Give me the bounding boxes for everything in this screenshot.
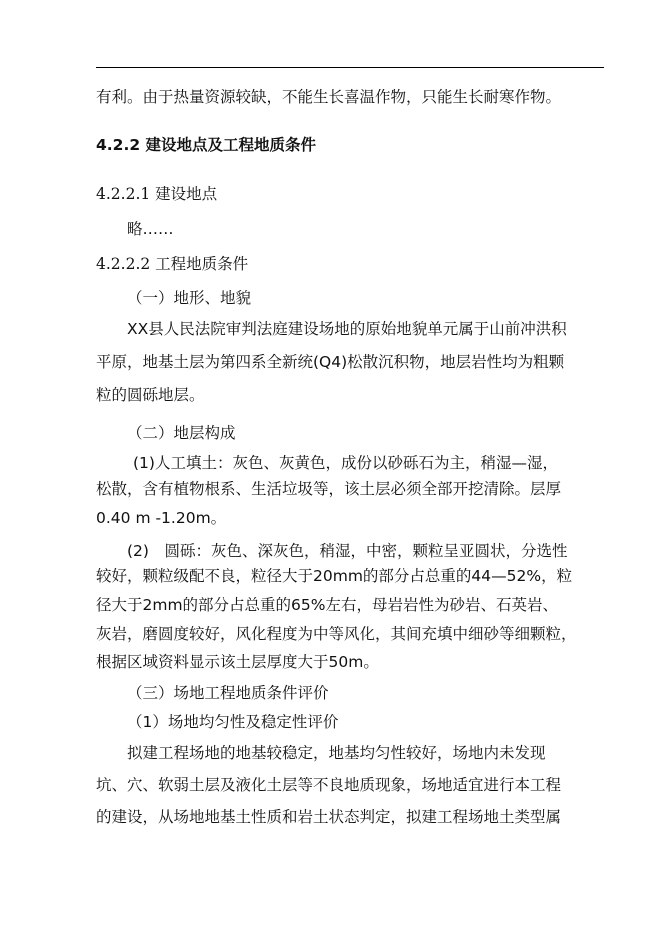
header-rule xyxy=(96,67,604,68)
section-heading-4-2-2: 4.2.2 建设地点及工程地质条件 xyxy=(96,136,317,154)
item-heading-terrain: （一）地形、地貌 xyxy=(127,289,252,307)
paragraph-line: 0.40 m -1.20m。 xyxy=(96,509,227,527)
paragraph-line: 拟建工程场地的地基较稳定，地基均匀性较好，场地内未发现 xyxy=(127,744,546,762)
paragraph-line: 粒的圆砾地层。 xyxy=(96,386,205,404)
subsection-heading-4-2-2-2: 4.2.2.2 工程地质条件 xyxy=(96,255,249,273)
paragraph-line: 平原，地基土层为第四系全新统(Q4)松散沉积物，地层岩性均为粗颗 xyxy=(96,353,565,371)
paragraph-line: 根据区域资料显示该土层厚度大于50m。 xyxy=(96,653,379,671)
paragraph-line: 坑、穴、软弱土层及液化土层等不良地质现象，场地适宜进行本工程 xyxy=(96,776,562,794)
paragraph-line: 的建设，从场地地基土性质和岩土状态判定，拟建工程场地土类型属 xyxy=(96,808,562,826)
paragraph-line: XX县人民法院审判法庭建设场地的原始地貌单元属于山前冲洪积 xyxy=(127,320,567,338)
paragraph-line: 较好，颗粒级配不良，粒径大于20mm的部分占总重的44—52%，粒 xyxy=(96,567,573,585)
item-heading-uniformity: （1）场地均匀性及稳定性评价 xyxy=(127,713,339,731)
subsection-heading-4-2-2-1: 4.2.2.1 建设地点 xyxy=(96,185,218,203)
paragraph-line: 径大于2mm的部分占总重的65%左右，母岩岩性为砂岩、石英岩、 xyxy=(96,596,559,614)
item-heading-strata: （二）地层构成 xyxy=(127,424,236,442)
paragraph-line: 松散，含有植物根系、生活垃圾等，该土层必须全部开挖清除。层厚 xyxy=(96,480,562,498)
paragraph-line: 有利。由于热量资源较缺，不能生长喜温作物，只能生长耐寒作物。 xyxy=(96,88,562,106)
paragraph-line: 灰岩，磨圆度较好，风化程度为中等风化，其间充填中细砂等细颗粒， xyxy=(96,625,577,643)
paragraph-line: (1)人工填土：灰色、灰黄色，成份以砂砾石为主，稍湿—湿， xyxy=(133,454,558,472)
paragraph-line: (2) 圆砾：灰色、深灰色，稍湿，中密，颗粒呈亚圆状，分选性 xyxy=(127,542,568,560)
paragraph-line: 略…… xyxy=(127,220,174,238)
item-heading-evaluation: （三）场地工程地质条件评价 xyxy=(127,684,329,702)
